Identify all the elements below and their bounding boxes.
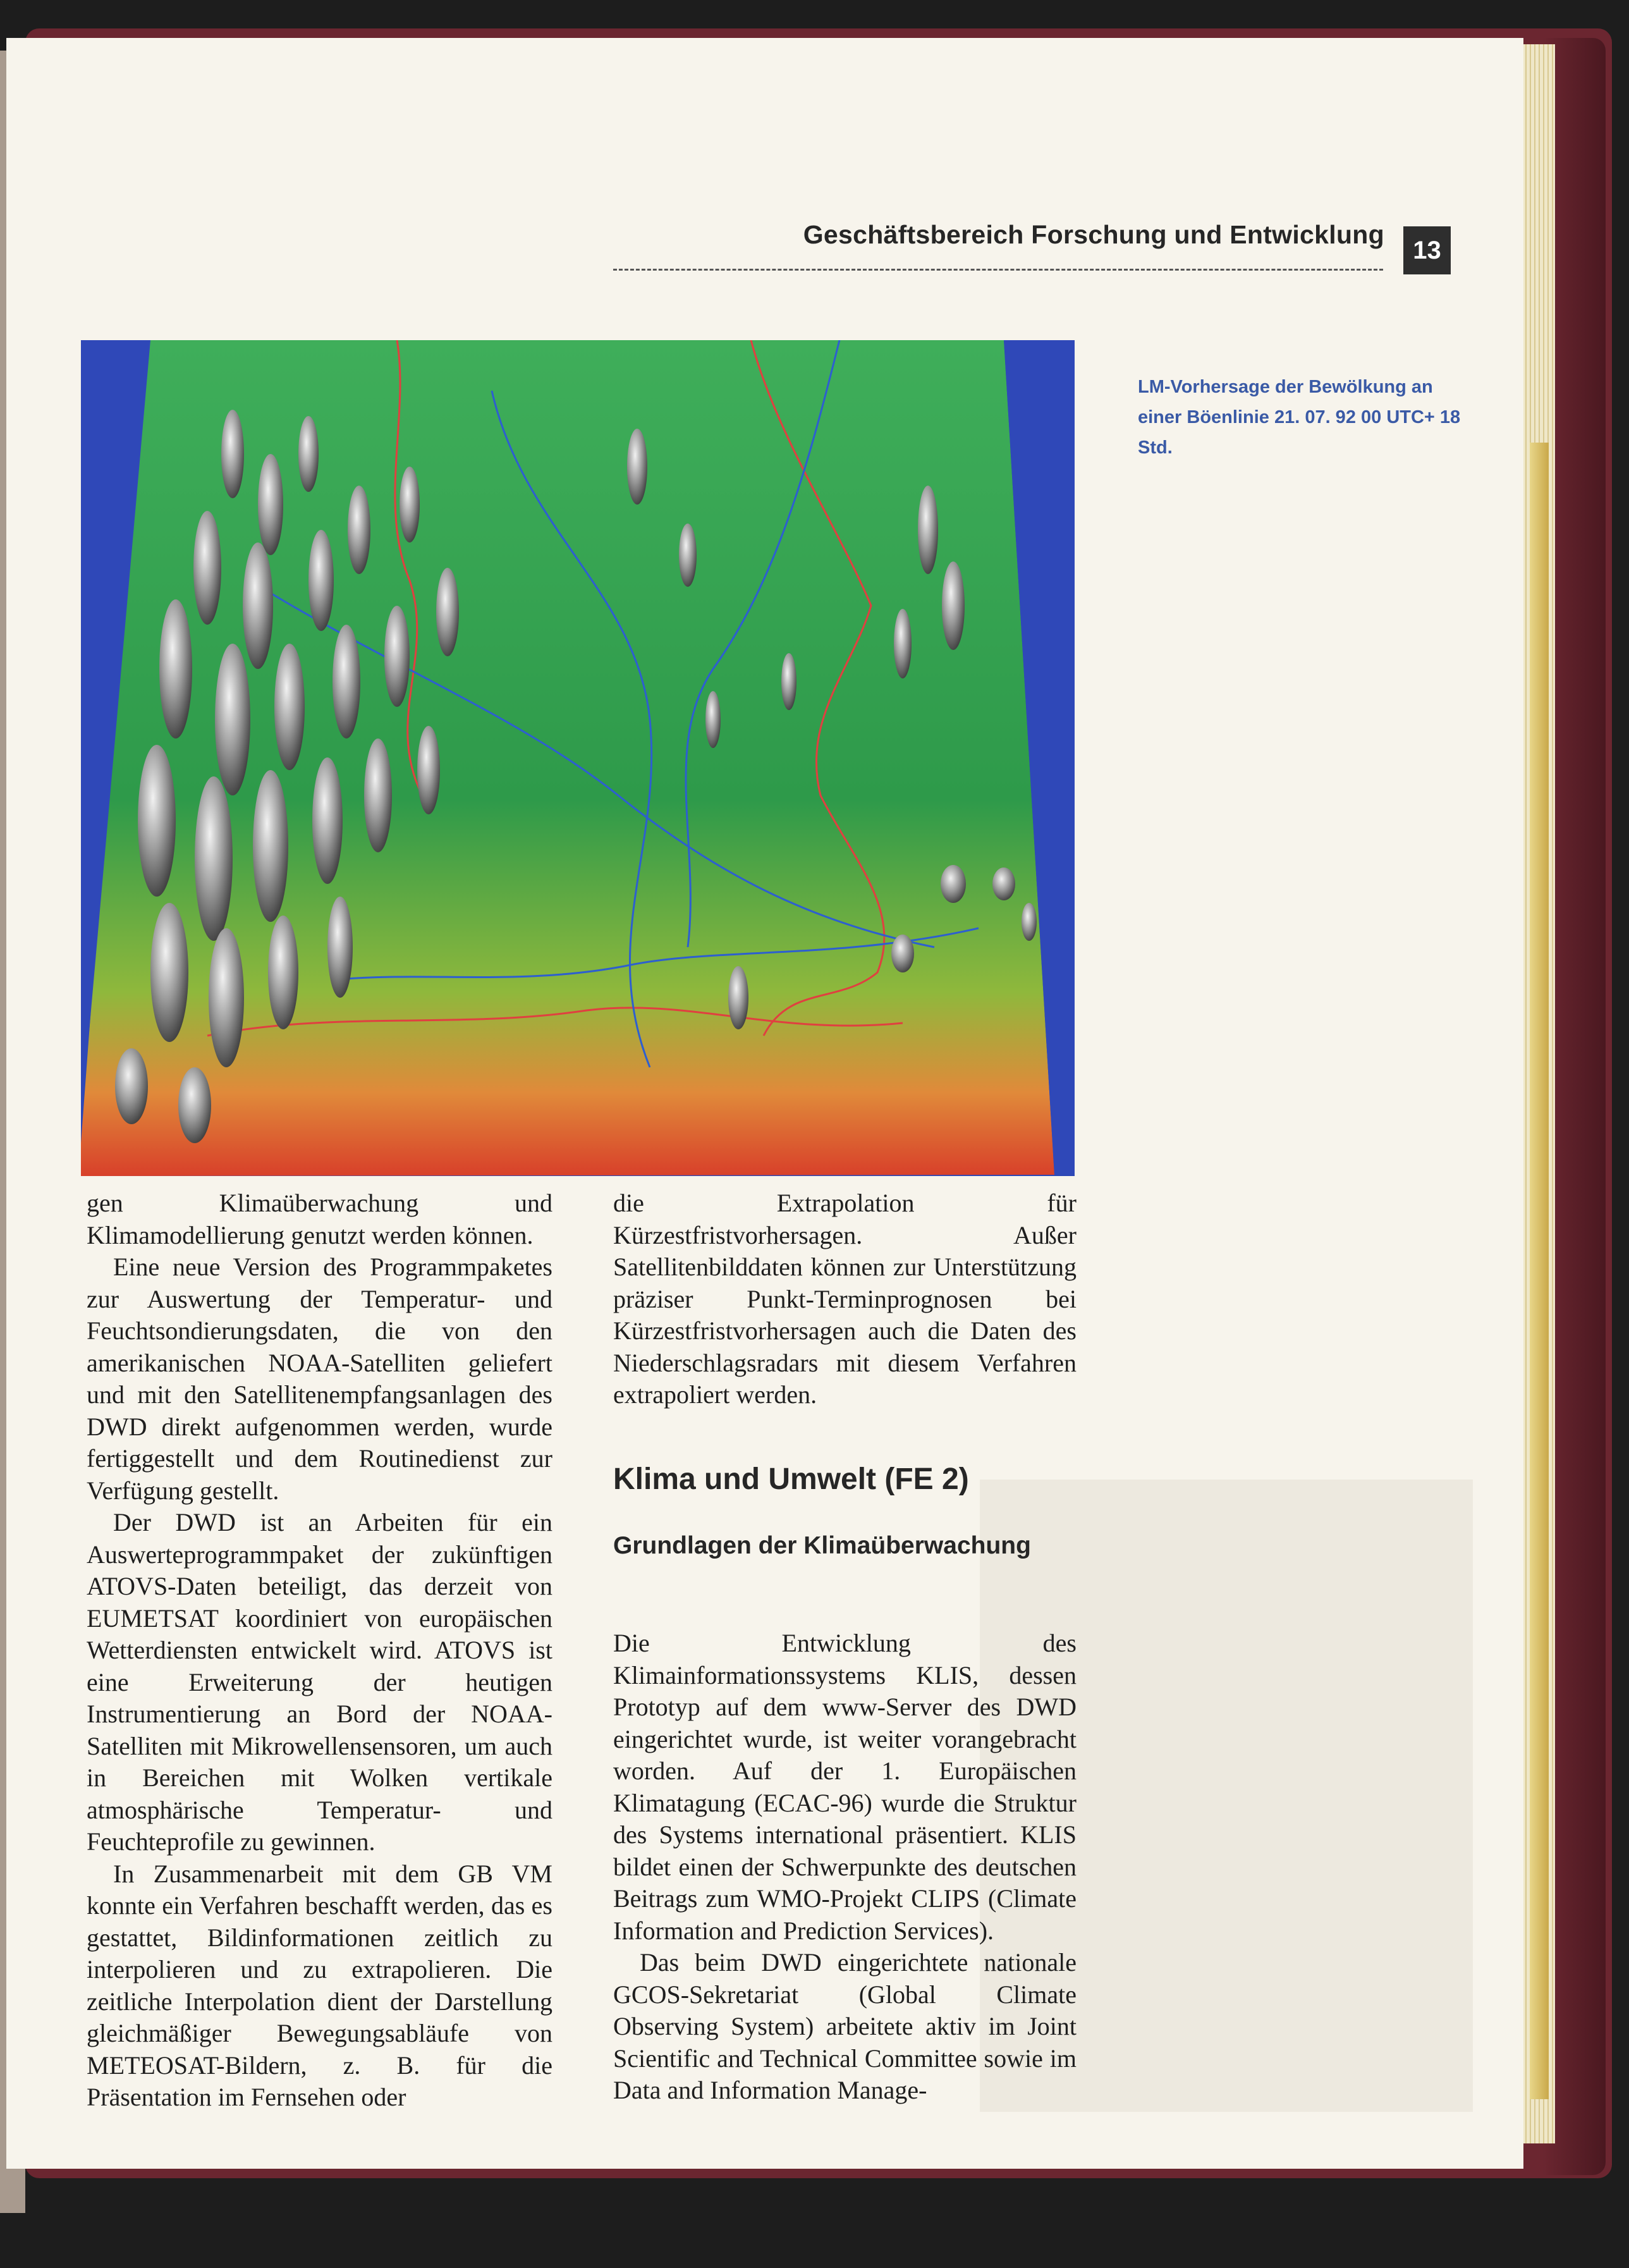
right-text-column-bottom: [613, 1627, 1077, 2107]
page: [6, 38, 1523, 2169]
running-header: Geschäftsbereich Forschung und Entwicklung: [803, 220, 1384, 249]
paragraph: Das beim DWD eingerichtete nationale GCOS-Sekretariat (Global Climate Observing System) arbeitete aktiv im Joint Scientific and Technical Committee sowie im Data and Information Manage-: [613, 1948, 1077, 2104]
figure-caption: LM-Vorhersage der Bewölkung an einer Böenlinie 21. 07. 92 00 UTC+ 18 Std.: [1138, 377, 1461, 458]
section-heading: Klima und Umwelt (FE 2): [613, 1462, 969, 1496]
paragraph: In Zusammenarbeit mit dem GB VM konnte ein Verfahren beschafft werden, das es gestattet, Bildinformationen zeitlich zu interpolieren und zu extrapolieren. Die zeitliche Interpolation dient der Darstellung gleichmäßiger Bewegungsabläufe von METEOSAT-Bildern, z. B. für die Präsentation im Fernsehen oder: [87, 1859, 552, 2111]
paragraph: gen Klimaüberwachung und Klimamodellierung genutzt werden können.: [87, 1189, 552, 1249]
paragraph: Die Entwicklung des Klimainformationssystems KLIS, dessen Prototyp auf dem www-Server des DWD eingerichtet wurde, ist weiter vorangebracht worden. Auf der 1. Europäischen Klimatagung (ECAC-96) wurde die Struktur des Systems international präsentiert. KLIS bildet einen der Schwerpunkte des deutschen Beitrags zum WMO-Projekt CLIPS (Climate Information and Prediction Services).: [613, 1629, 1077, 1945]
right-text-column-top: [613, 1187, 1077, 1411]
cloud-forecast-map: [81, 340, 1075, 1176]
paragraph: Eine neue Version des Programmpaketes zur Auswertung der Temperatur- und Feuchtsondierungsdaten, die von den amerikanischen NOAA-Satelliten geliefert und mit den Satellitenempfangsanlagen des DWD direkt aufgenommen werden, wurde fertiggestellt und dem Routinedienst zur Verfügung gestellt.: [87, 1253, 552, 1505]
paragraph: Der DWD ist an Arbeiten für ein Auswerteprogrammpaket der zukünftigen ATOVS-Daten beteiligt, das derzeit von EUMETSAT koordiniert von europäischen Wetterdiensten entwickelt wird. ATOVS ist eine Erweiterung der heutigen Instrumentierung an Bord der NOAA-Satelliten mit Mikrowellensensoren, um auch in Bereichen mit Wolken vertikale atmosphärische Temperatur- und Feuchteprofile zu gewinnen.: [87, 1508, 552, 1856]
yellow-page-edge: [1530, 443, 1549, 2099]
left-text-column: [87, 1187, 552, 2114]
section-subheading: Grundlagen der Klimaüberwachung: [613, 1532, 1031, 1559]
page-number-badge: 13: [1403, 226, 1451, 274]
paragraph: die Extrapolation für Kürzestfristvorhersagen. Außer Satellitenbilddaten können zur Unterstützung präziser Punkt-Terminprognosen bei Kürzestfristvorhersagen auch die Daten des Niederschlagsradars mit diesem Verfahren extrapoliert werden.: [613, 1189, 1077, 1409]
header-dashed-rule: [613, 269, 1383, 271]
